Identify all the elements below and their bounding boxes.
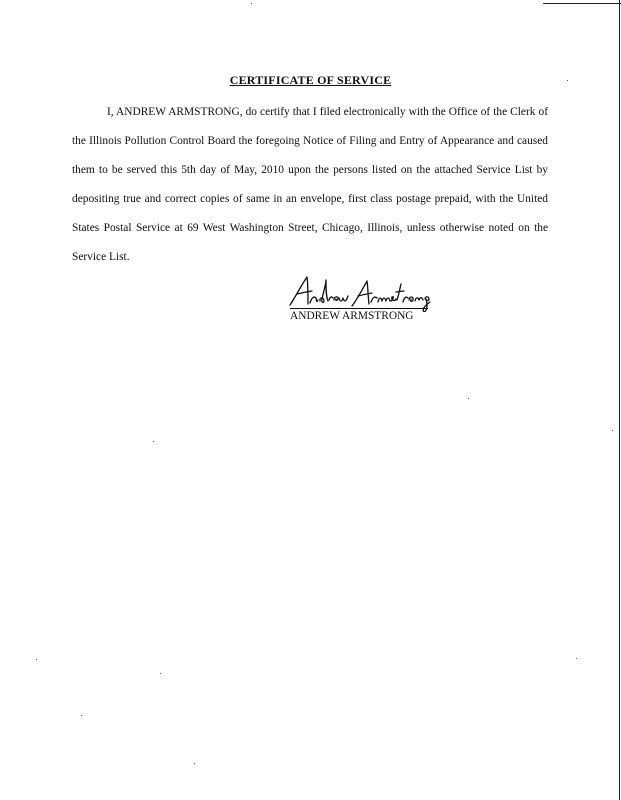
scan-speck [251,3,252,4]
scan-speck [612,430,613,431]
certificate-title: CERTIFICATE OF SERVICE [229,73,392,87]
scan-speck [81,715,82,716]
scan-speck [194,763,195,764]
signature-block [286,272,461,332]
scan-speck [576,658,577,659]
scan-border-top [543,3,621,4]
certification-paragraph: I, ANDREW ARMSTRONG, do certify that I filed electronically with the Office of the Clerk of the Illinois Pollution Control Board the foregoing Notice of Filing and Entry of Appearance and caused them to be served this 5th day of May, 2010 upon the persons listed on the attached Service List by depositing true and correct copies of same in an envelope, first class postage prepaid, with the United States Postal Service at 69 West Washington Street, Chicago, Illinois, unless otherwise noted on the Service List. [72,106,548,263]
scan-speck [36,659,37,660]
signature-line [290,308,428,309]
signer-printed-name: ANDREW ARMSTRONG [290,310,414,322]
scan-speck [160,673,161,674]
handwritten-signature [286,272,461,312]
scan-speck [153,441,154,442]
scan-border-right [619,0,620,800]
scan-speck [468,398,469,399]
